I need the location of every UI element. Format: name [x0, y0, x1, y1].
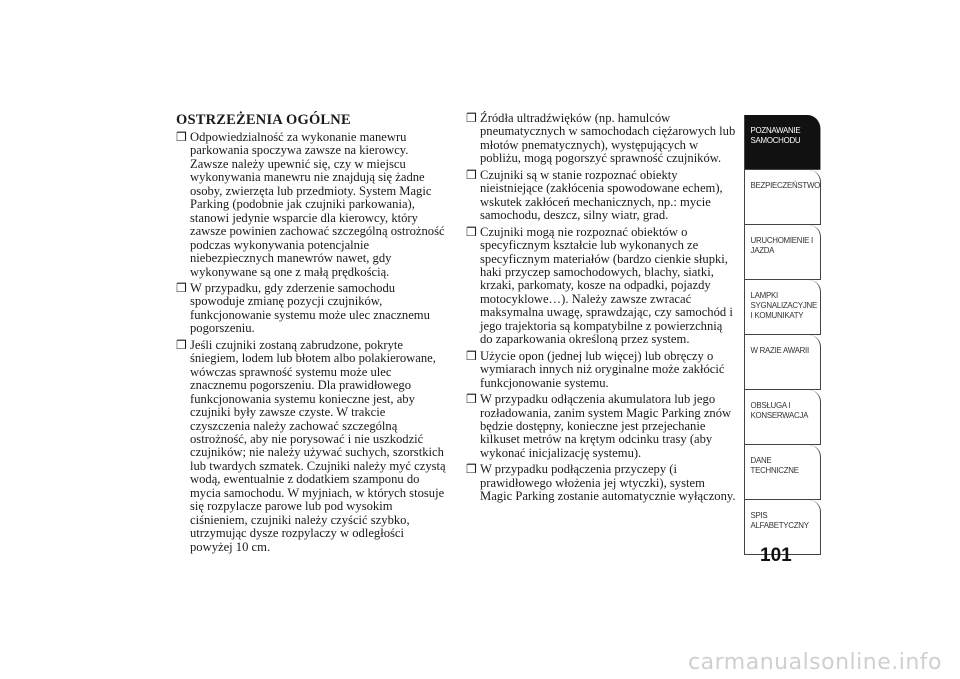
- warning-text: W przypadku odłączenia akumulatora lub jego rozładowania, zanim system Magic Parking znów będzie dostępny, konieczne jest przejechanie kilkuset metrów na krętym odcinku trasy (aby wykonać inicjalizację systemu).: [480, 392, 732, 460]
- tab-label: [745, 225, 820, 280]
- tab-label-line: KONSERWACJA: [750, 410, 809, 420]
- warning-text: Jeśli czujniki zostaną zabrudzone, pokryte śniegiem, lodem lub błotem albo polakierowane, wówczas sprawność systemu może ulec znacznemu pogorszeniu. Dla prawidłowego funkcjonowania systemu konieczne jest, aby czujniki były zawsze czyste. W trakcie czyszczenia należy zachować szczególną ostrożność, aby nie porysować i nie uszkodzić czujników; nie należy używać suchych, szorstkich lub twardych szmatek. Czujniki należy myć czystą wodą, ewentualnie z dodatkiem szamponu do mycia samochodu. W myjniach, w których stosuje się rozpylacze parowe lub pod wysokim ciśnieniem, czujniki należy czyścić szybko, utrzymując dysze rozpylaczy w odległości powyżej 10 cm.: [190, 337, 446, 554]
- checkbox-bullet-icon: ❒: [176, 337, 187, 352]
- tab-label: [745, 445, 820, 500]
- tab-label-line: BEZPIECZEŃSTWO: [750, 180, 821, 190]
- checkbox-bullet-icon: ❒: [466, 348, 477, 363]
- warning-item: [176, 131, 448, 279]
- warning-text: W przypadku, gdy zderzenie samochodu spowoduje zmianę pozycji czujników, funkcjonowanie systemu może ulec znacznemu pogorszeniu.: [190, 280, 430, 336]
- chapter-tabs: [744, 115, 821, 555]
- tab-label: [745, 280, 820, 335]
- warning-text: Użycie opon (jednej lub więcej) lub obręczy o wymiarach innych niż oryginalne może zakłócić funkcjonowanie systemu.: [480, 348, 725, 390]
- tab-label: [745, 170, 820, 225]
- tab-label-line: POZNAWANIE: [750, 125, 801, 135]
- tab-dane-techniczne[interactable]: [745, 445, 821, 500]
- warning-item: [176, 339, 448, 554]
- watermark: carmanualsonline.info: [688, 650, 942, 675]
- tab-label: [745, 335, 820, 390]
- checkbox-bullet-icon: ❒: [466, 167, 477, 182]
- tab-bezpieczenstwo[interactable]: [745, 170, 821, 225]
- warning-item: [466, 463, 738, 503]
- tab-label-line: TECHNICZNE: [750, 465, 799, 475]
- tab-label-line: DANE: [750, 455, 772, 465]
- tab-label-line: LAMPKI: [750, 290, 778, 300]
- tab-w-razie-awarii[interactable]: [745, 335, 821, 390]
- warning-text: Odpowiedzialność za wykonanie manewru parkowania spoczywa zawsze na kierowcy. Zawsze należy upewnić się, czy w miejscu wykonywania manewru nie znajdują się żadne osoby, zwierzęta lub przedmioty. System Magic Parking (podobnie jak czujniki parkowania), stanowi jedynie wsparcie dla kierowcy, który zawsze powinien zachować szczególną ostrożność podczas wykonywania potencjalnie niebezpiecznych manewrów nawet, gdy wykonywane są one z małą prędkością.: [190, 130, 445, 279]
- tab-label-line: W RAZIE AWARII: [750, 345, 809, 355]
- tab-label-line: SPIS: [750, 510, 768, 520]
- checkbox-bullet-icon: ❒: [466, 392, 477, 407]
- warning-text: Czujniki mogą nie rozpoznać obiektów o specyficznym kształcie lub wykonanych ze specyficznym materiałów (bardzo cienkie słupki, haki przyczep samochodowych, blachy, siatki, krzaki, parkomaty, kosze na odpadki, pojazdy motocyklowe…). Należy zawsze zwracać maksymalna uwagę, sprawdzając, czy samochód i jego trajektoria są kompatybilne z powierzchnią do zaparkowania określoną przez system.: [480, 224, 733, 347]
- warning-item: [466, 112, 738, 166]
- checkbox-bullet-icon: ❒: [176, 280, 187, 295]
- tab-uruchomienie-i-jazda[interactable]: [745, 225, 821, 280]
- tab-label-line: ALFABETYCZNY: [750, 520, 809, 530]
- warning-text: Czujniki są w stanie rozpoznać obiekty nieistniejące (zakłócenia spowodowane echem), wskutek zakłóceń mechanicznych, np.: mycie samochodu, deszcz, silny wiatr, grad.: [480, 167, 723, 223]
- checkbox-bullet-icon: ❒: [466, 224, 477, 239]
- warning-item: [466, 350, 738, 390]
- tab-label: [745, 115, 820, 170]
- warning-item: [466, 393, 738, 460]
- page-number: 101: [760, 545, 792, 566]
- tab-label-line: URUCHOMIENIE I: [750, 235, 813, 245]
- tab-label-line: OBSŁUGA I: [750, 400, 791, 410]
- tab-lampki-sygnalizacyjne[interactable]: [745, 280, 821, 335]
- tab-label-line: SAMOCHODU: [750, 135, 801, 145]
- warning-text: Źródła ultradźwięków (np. hamulców pneumatycznych w samochodach ciężarowych lub młotów pnematycznych), występujących w pobliżu, mogą pogorszyć sprawność czujników.: [480, 111, 736, 166]
- tab-label-line: SYGNALIZACYJNE: [750, 300, 817, 310]
- tab-label: [745, 390, 820, 445]
- tab-label-line: I KOMUNIKATY: [750, 310, 804, 320]
- checkbox-bullet-icon: ❒: [176, 130, 187, 144]
- checkbox-bullet-icon: ❒: [466, 462, 477, 477]
- right-column: [466, 112, 738, 507]
- warning-item: [466, 169, 738, 223]
- warning-text: W przypadku podłączenia przyczepy (i prawidłowego włożenia jej wtyczki), system Magic Parking zostanie automatycznie wyłączony.: [480, 462, 736, 504]
- warning-item: [176, 282, 448, 336]
- left-column: [176, 112, 448, 557]
- tab-label-line: JAZDA: [750, 245, 775, 255]
- tab-poznawanie-samochodu[interactable]: [745, 115, 821, 170]
- warning-item: [466, 226, 738, 347]
- checkbox-bullet-icon: ❒: [466, 111, 477, 125]
- section-heading: OSTRZEŻENIA OGÓLNE: [176, 112, 351, 128]
- tab-obsluga-i-konserwacja[interactable]: [745, 390, 821, 445]
